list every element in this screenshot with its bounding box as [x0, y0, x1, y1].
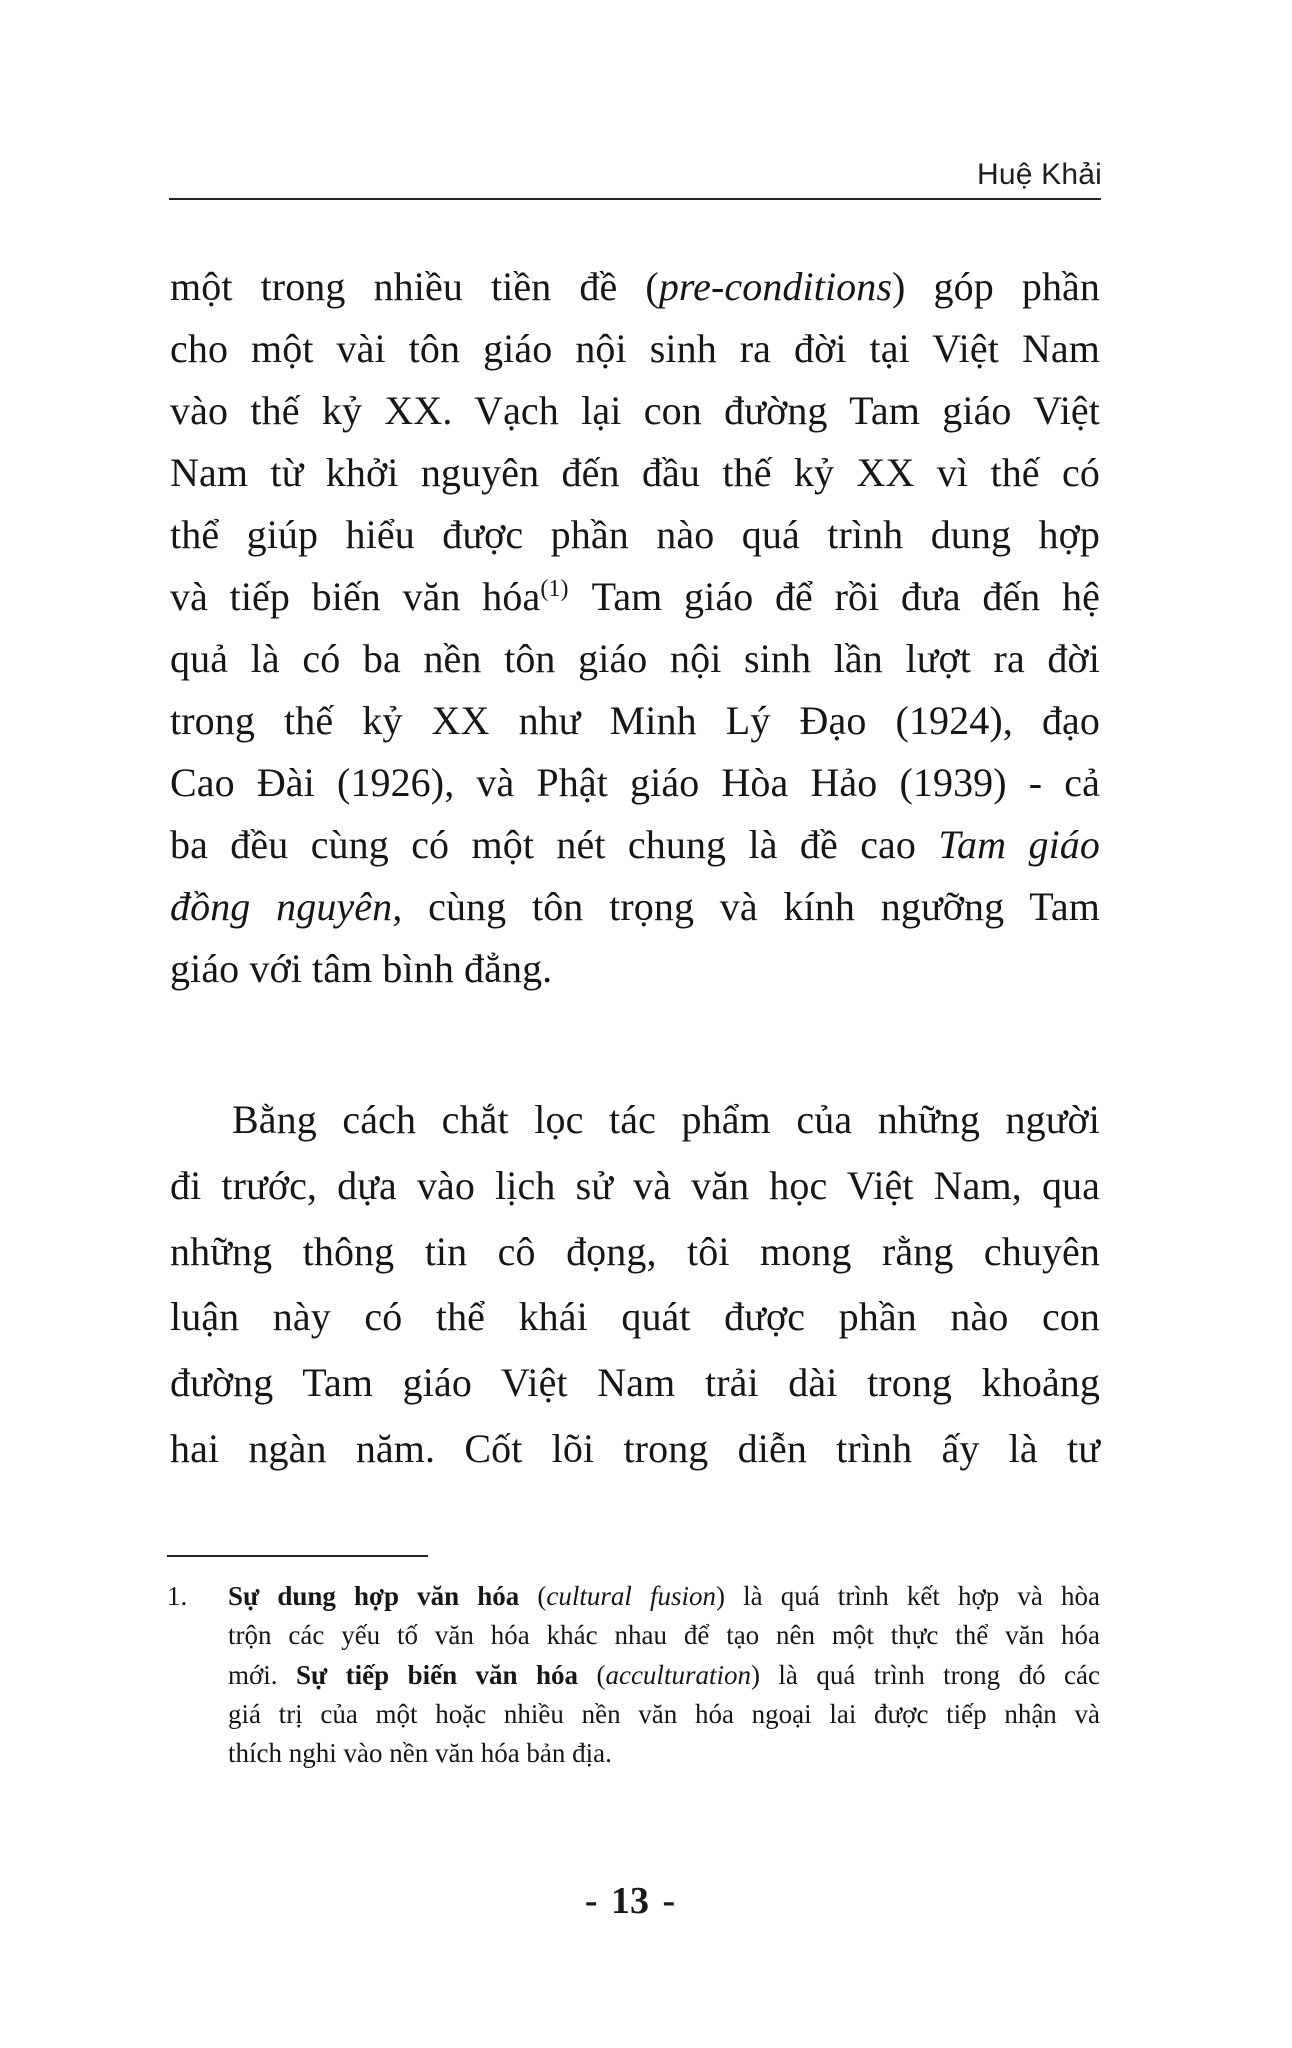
bold-term: Sự tiếp biến văn hóa	[295, 1659, 579, 1690]
text-run: (	[578, 1659, 606, 1690]
footnote-text	[228, 1577, 1100, 1773]
text-line: vào thế kỷ XX. Vạch lại con đường Tam giáo Việt	[170, 388, 1100, 433]
text-line: luận này có thể khái quát được phần nào con	[170, 1294, 1100, 1340]
text-run: và tiếp biến văn hóa	[170, 574, 541, 619]
italic-term: Tam giáo	[938, 822, 1100, 867]
header-rule	[169, 198, 1101, 200]
text-line: những thông tin cô đọng, tôi mong rằng chuyên	[170, 1228, 1100, 1274]
footnote-number: 1.	[167, 1581, 188, 1611]
text-line: đi trước, dựa vào lịch sử và văn học Việt Nam, qua	[170, 1162, 1100, 1208]
text-line: thể giúp hiểu được phần nào quá trình dung hợp	[170, 512, 1100, 557]
text-run: ) góp phần	[892, 264, 1100, 309]
text-run: Tam giáo để rồi đưa đến hệ	[570, 574, 1101, 619]
body-paragraph-2	[170, 1087, 1100, 1482]
italic-term: đồng nguyên,	[170, 884, 403, 929]
text-line: trộn các yếu tố văn hóa khác nhau để tạo nên một thực thể văn hóa	[228, 1620, 1100, 1651]
text-run: ba đều cùng có một nét chung là đề cao	[170, 822, 939, 867]
bold-term: Sự dung hợp văn hóa	[228, 1581, 520, 1611]
text-line: đường Tam giáo Việt Nam trải dài trong khoảng	[170, 1360, 1100, 1406]
text-line: hai ngàn năm. Cốt lõi trong diễn trình ấy là tư	[170, 1425, 1100, 1471]
text-line	[228, 1577, 1100, 1616]
text-line: Cao Đài (1926), và Phật giáo Hòa Hảo (1939) - cả	[170, 760, 1100, 805]
text-run: cùng tôn trọng và kính ngưỡng Tam	[402, 884, 1101, 929]
text-run: một trong nhiều tiền đề (	[170, 264, 659, 309]
text-line	[170, 566, 1100, 628]
footnote-separator-rule	[167, 1555, 428, 1557]
text-run: (	[519, 1581, 547, 1611]
italic-term: acculturation	[605, 1659, 751, 1690]
italic-term: pre-conditions	[658, 264, 893, 309]
text-line	[228, 1656, 1100, 1695]
footnote-reference[interactable]: (1)	[540, 576, 569, 602]
page-number: - 13 -	[584, 1880, 676, 1922]
text-run: mới.	[228, 1659, 296, 1690]
text-run: ) là quá trình trong đó các	[750, 1659, 1101, 1690]
text-line: trong thế kỷ XX như Minh Lý Đạo (1924), đạo	[170, 698, 1100, 743]
text-line	[170, 256, 1100, 318]
body-paragraph-1	[170, 256, 1100, 1000]
text-line	[170, 814, 1100, 876]
running-head-author: Huệ Khải	[976, 158, 1102, 191]
text-line: cho một vài tôn giáo nội sinh ra đời tại Việt Nam	[170, 326, 1100, 371]
text-line: thích nghi vào nền văn hóa bản địa.	[228, 1738, 612, 1769]
text-line: Bằng cách chắt lọc tác phẩm của những người	[232, 1097, 1100, 1142]
italic-term: cultural fusion	[546, 1581, 716, 1611]
text-line: giáo với tâm bình đẳng.	[170, 946, 553, 991]
text-run: ) là quá trình kết hợp và hòa	[715, 1581, 1100, 1611]
text-line: quả là có ba nền tôn giáo nội sinh lần lượt ra đời	[170, 636, 1100, 681]
text-line: Nam từ khởi nguyên đến đầu thế kỷ XX vì thế có	[170, 450, 1100, 495]
text-line: giá trị của một hoặc nhiều nền văn hóa ngoại lai được tiếp nhận và	[228, 1698, 1100, 1729]
text-line	[170, 876, 1100, 938]
